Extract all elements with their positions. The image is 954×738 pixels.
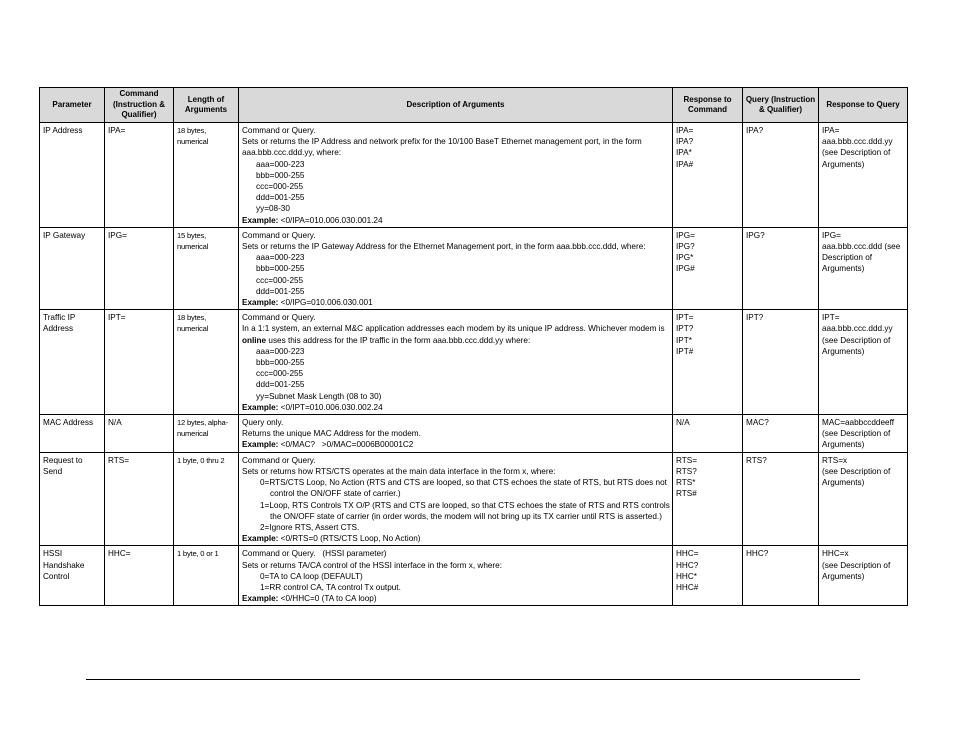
header-response-to-command: Response to Command — [673, 88, 743, 123]
value-line: ddd=001-255 — [256, 193, 305, 203]
value-line: ccc=000-255 — [256, 369, 304, 379]
description-head: Command or Query. — [242, 230, 316, 240]
value-line: bbb=000-255 — [256, 170, 305, 180]
online-emphasis: online — [242, 335, 267, 345]
response-line: IPT= — [676, 313, 694, 323]
value-line: aaa=000-223 — [256, 159, 305, 169]
value-line: bbb=000-255 — [256, 358, 305, 368]
description-head: Command or Query. — [242, 126, 316, 135]
header-row — [40, 88, 908, 123]
response-cell — [673, 123, 743, 228]
description-cell — [239, 123, 673, 228]
response-line: IPA= — [676, 126, 694, 135]
length-cell: 1 byte, 0 or 1 — [174, 546, 239, 606]
parameter-cell: Request to Send — [40, 452, 105, 546]
query-response-line: (see Description of — [822, 560, 891, 570]
query-response-line: (see Description of — [822, 148, 891, 158]
value-line: bbb=000-255 — [256, 264, 305, 274]
response-line: N/A — [676, 418, 690, 428]
response-line: RTS# — [676, 489, 697, 499]
query-response-line: (see Description of — [822, 429, 891, 439]
value-line: ddd=001-255 — [256, 380, 305, 390]
query-response-line: IPT= — [822, 313, 840, 323]
description-cell — [239, 310, 673, 415]
response-line: IPG# — [676, 264, 695, 274]
option-line: 0=TA to CA loop (DEFAULT) — [260, 571, 363, 581]
value-line: yy=08-30 — [256, 204, 290, 214]
footer-divider — [86, 679, 860, 680]
parameter-cell: IP Gateway — [40, 227, 105, 309]
query-response-cell — [819, 310, 908, 415]
command-cell: HHC= — [105, 546, 174, 606]
response-line: IPA? — [676, 137, 694, 147]
query-response-line: Arguments) — [822, 478, 865, 488]
query-response-line: (see Description of — [822, 466, 891, 476]
description-text: Sets or returns how RTS/CTS operates at the main data interface in the form x, where: — [242, 466, 556, 476]
header-parameter: Parameter — [40, 88, 105, 123]
response-line: IPA* — [676, 148, 692, 158]
query-response-line: IPG= — [822, 230, 841, 240]
example-label: Example: — [242, 215, 279, 225]
example-label: Example: — [242, 594, 279, 604]
example-line — [242, 439, 669, 450]
query-response-line: aaa.bbb.ccc.ddd.yy — [822, 137, 893, 147]
query-cell: IPG? — [743, 227, 819, 309]
query-response-cell — [819, 452, 908, 546]
query-response-line: HHC=x — [822, 549, 849, 559]
description-text-tail: uses this address for the IP traffic in the form aaa.bbb.ccc.ddd.yy where: — [266, 335, 531, 345]
query-response-line: IPA= — [822, 126, 840, 135]
command-cell: IPG= — [105, 227, 174, 309]
response-cell — [673, 415, 743, 453]
query-response-cell — [819, 415, 908, 453]
query-response-cell — [819, 227, 908, 309]
command-cell: IPA= — [105, 123, 174, 228]
response-line: RTS* — [676, 478, 696, 488]
response-line: HHC* — [676, 571, 697, 581]
header-command: Command (Instruction & Qualifier) — [105, 88, 174, 123]
response-line: RTS= — [676, 455, 698, 465]
response-line: IPT? — [676, 324, 694, 334]
option-line: 2=Ignore RTS, Assert CTS. — [260, 522, 360, 532]
value-line: ccc=000-255 — [256, 182, 304, 192]
length-cell: 18 bytes, numerical — [174, 310, 239, 415]
value-line: aaa=000-223 — [256, 253, 305, 263]
query-response-line: Arguments) — [822, 346, 865, 356]
response-line: HHC= — [676, 549, 699, 559]
table-row — [40, 123, 908, 228]
example-line — [242, 533, 669, 544]
value-line: aaa=000-223 — [256, 346, 305, 356]
table-row — [40, 227, 908, 309]
value-line: yy=Subnet Mask Length (08 to 30) — [256, 391, 382, 401]
response-line: IPT# — [676, 346, 694, 356]
description-cell — [239, 546, 673, 606]
query-cell: IPT? — [743, 310, 819, 415]
query-cell: MAC? — [743, 415, 819, 453]
length-cell: 12 bytes, alpha-numerical — [174, 415, 239, 453]
response-line: IPG= — [676, 230, 695, 240]
description-head: Command or Query. — [242, 455, 316, 465]
parameter-cell: Traffic IP Address — [40, 310, 105, 415]
query-cell: IPA? — [743, 123, 819, 228]
option-line: control the ON/OFF state of carrier.) — [270, 489, 401, 499]
response-line: IPA# — [676, 159, 694, 169]
query-response-line: Description of — [822, 253, 873, 263]
example-text: <0/IPA=010.006.030.001.24 — [278, 215, 383, 225]
query-response-cell — [819, 546, 908, 606]
example-line — [242, 593, 669, 604]
example-label: Example: — [242, 534, 279, 544]
parameter-cell: HSSI Handshake Control — [40, 546, 105, 606]
command-cell: N/A — [105, 415, 174, 453]
length-cell: 18 bytes, numerical — [174, 123, 239, 228]
query-response-line: MAC=aabbccddeeff — [822, 418, 894, 428]
example-text: <0/RTS=0 (RTS/CTS Loop, No Action) — [278, 534, 421, 544]
table-row — [40, 310, 908, 415]
option-line: 1=Loop, RTS Controls TX O/P (RTS and CTS are looped, so that CTS echoes the state of RTS and RTS controls — [260, 500, 670, 510]
parameter-cell: MAC Address — [40, 415, 105, 453]
value-line: ccc=000-255 — [256, 275, 304, 285]
header-description: Description of Arguments — [239, 88, 673, 123]
description-head: Query only. — [242, 418, 284, 428]
query-cell: HHC? — [743, 546, 819, 606]
description-text: Sets or returns the IP Address and network prefix for the 10/100 BaseT Ethernet management port, in the form aaa.bbb.ccc.ddd.yy, where: — [242, 137, 642, 158]
query-response-cell — [819, 123, 908, 228]
table-row — [40, 546, 908, 606]
table-row — [40, 415, 908, 453]
description-text: Returns the unique MAC Address for the modem. — [242, 429, 421, 439]
description-head: Command or Query. (HSSI parameter) — [242, 549, 387, 559]
response-cell — [673, 227, 743, 309]
response-line: RTS? — [676, 466, 697, 476]
description-text: Sets or returns the IP Gateway Address for the Ethernet Management port, in the form aaa.bbb.ccc.ddd, where: — [242, 242, 646, 252]
response-cell — [673, 546, 743, 606]
query-response-line: Arguments) — [822, 159, 865, 169]
description-text — [242, 335, 669, 346]
example-text: <0/MAC? >0/MAC=0006B00001C2 — [278, 440, 414, 450]
query-response-line: (see Description of — [822, 335, 891, 345]
response-line: HHC# — [676, 582, 699, 592]
command-cell: RTS= — [105, 452, 174, 546]
response-line: HHC? — [676, 560, 699, 570]
option-line: 1=RR control CA, TA control Tx output. — [260, 582, 401, 592]
query-response-line: Arguments) — [822, 440, 865, 450]
example-text: <0/IPG=010.006.030.001 — [278, 298, 373, 308]
length-cell: 1 byte, 0 thru 2 — [174, 452, 239, 546]
query-response-line: aaa.bbb.ccc.ddd.yy — [822, 324, 893, 334]
length-cell: 15 bytes, numerical — [174, 227, 239, 309]
response-cell — [673, 452, 743, 546]
example-label: Example: — [242, 298, 279, 308]
description-text: Sets or returns TA/CA control of the HSSI interface in the form x, where: — [242, 560, 502, 570]
example-line — [242, 215, 669, 226]
response-cell — [673, 310, 743, 415]
example-text: <0/HHC=0 (TA to CA loop) — [278, 594, 377, 604]
option-line: the ON/OFF state of carrier (in order words, the modem will not bring up its TX carrier until RTS is asserted.) — [270, 511, 662, 521]
example-label: Example: — [242, 440, 279, 450]
parameter-cell: IP Address — [40, 123, 105, 228]
description-text: In a 1:1 system, an external M&C application addresses each modem by its unique IP address. Whichever modem is — [242, 324, 665, 334]
query-cell: RTS? — [743, 452, 819, 546]
example-line — [242, 297, 669, 308]
description-cell — [239, 452, 673, 546]
example-text: <0/IPT=010.006.030.002.24 — [278, 402, 383, 412]
header-response-to-query: Response to Query — [819, 88, 908, 123]
option-line: 0=RTS/CTS Loop, No Action (RTS and CTS are looped, so that CTS echoes the state of RTS, but RTS does not — [260, 478, 667, 488]
query-response-line: aaa.bbb.ccc.ddd (see — [822, 242, 901, 252]
response-line: IPG* — [676, 253, 694, 263]
command-table — [39, 87, 908, 606]
description-head: Command or Query. — [242, 313, 316, 323]
table-row — [40, 452, 908, 546]
description-cell — [239, 227, 673, 309]
command-cell: IPT= — [105, 310, 174, 415]
response-line: IPT* — [676, 335, 692, 345]
header-length: Length of Arguments — [174, 88, 239, 123]
value-line: ddd=001-255 — [256, 286, 305, 296]
header-query: Query (Instruction & Qualifier) — [743, 88, 819, 123]
example-line — [242, 402, 669, 413]
query-response-line: Arguments) — [822, 264, 865, 274]
response-line: IPG? — [676, 242, 695, 252]
description-cell — [239, 415, 673, 453]
example-label: Example: — [242, 402, 279, 412]
query-response-line: Arguments) — [822, 571, 865, 581]
query-response-line: RTS=x — [822, 455, 848, 465]
